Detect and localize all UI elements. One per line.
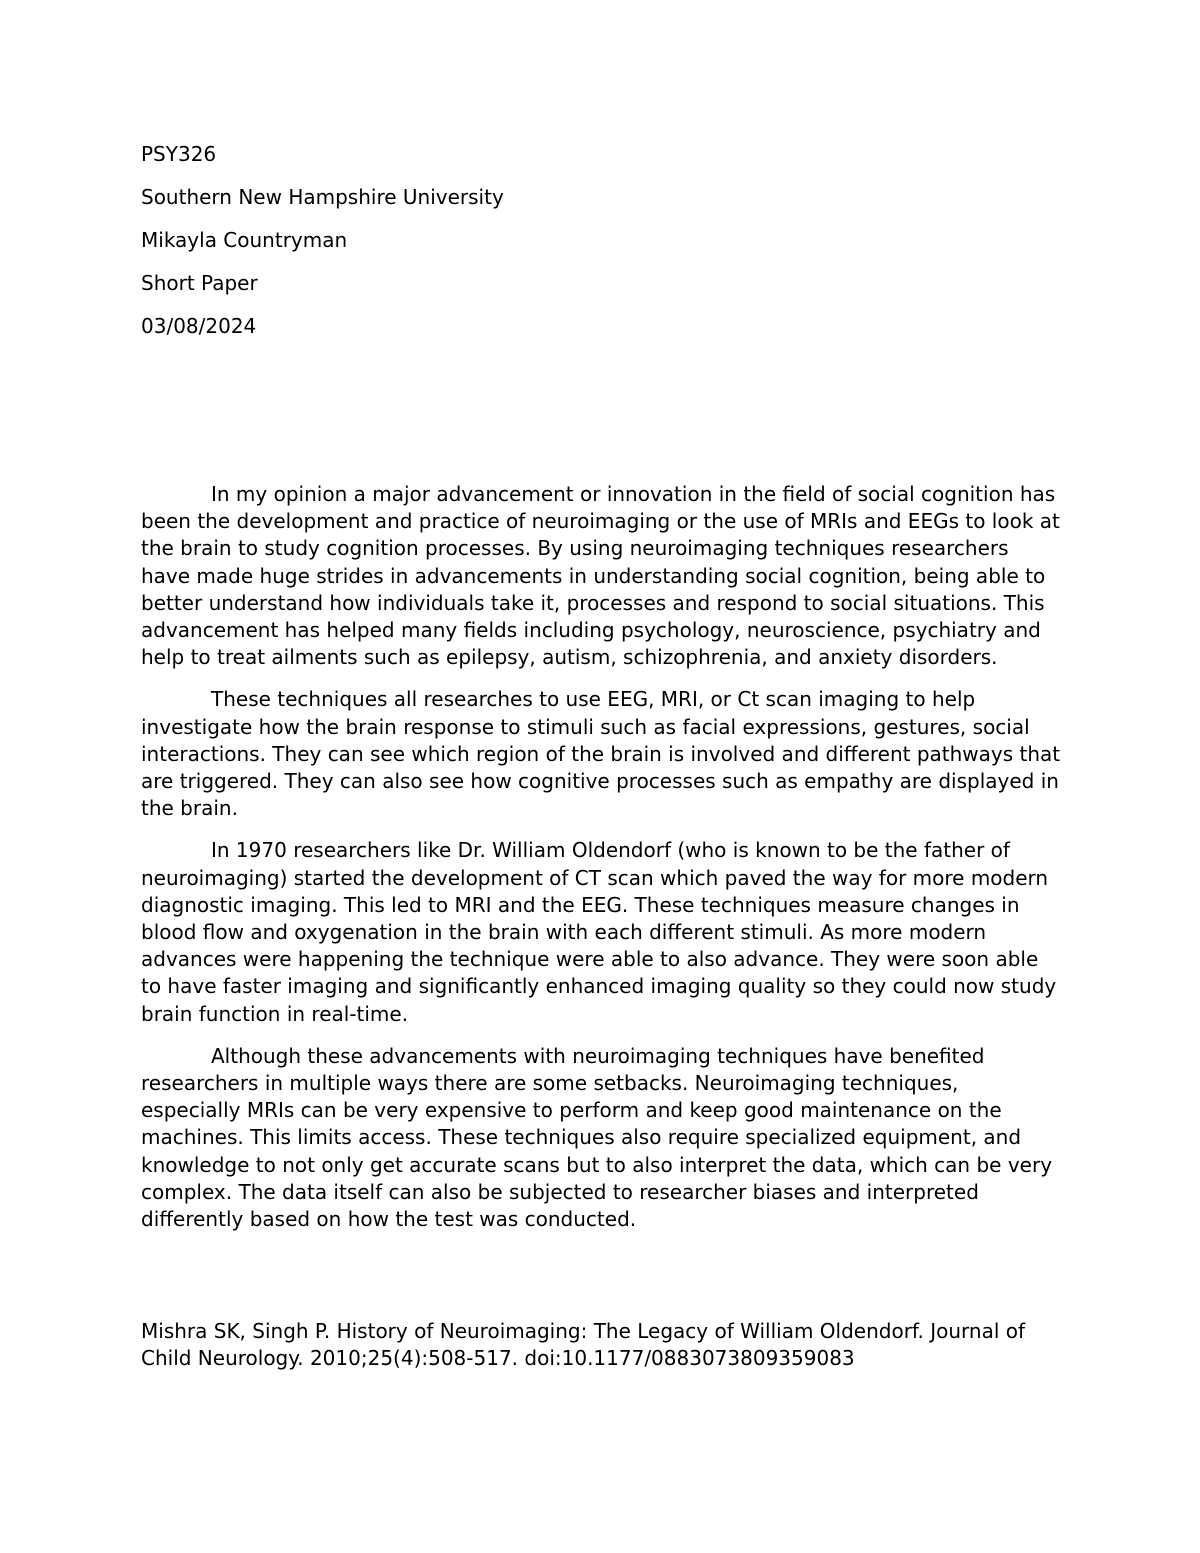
body-paragraph: These techniques all researches to use EEG, MRI, or Ct scan imaging to help investigate how the brain response to stimuli such as facial expressions, gestures, social interactions. They can see which region of the brain is involved and different pathways that are triggered. They can also see how cognitive processes such as empathy are displayed in the brain. <box>141 687 1061 821</box>
paper-body <box>141 481 1061 1248</box>
course-code: PSY326 <box>141 142 217 166</box>
paper-header <box>141 140 1061 355</box>
university-name: Southern New Hampshire University <box>141 185 504 209</box>
body-paragraph: In 1970 researchers like Dr. William Oldendorf (who is known to be the father of neuroimaging) started the development of CT scan which paved the way for more modern diagnostic imaging. This led to MRI and the EEG. These techniques measure changes in blood flow and oxygenation in the brain with each different stimuli. As more modern advances were happening the technique were able to also advance. They were soon able to have faster imaging and significantly enhanced imaging quality so they could now study brain function in real-time. <box>141 838 1057 1026</box>
reference-citation: Mishra SK, Singh P. History of Neuroimaging: The Legacy of William Oldendorf. Journal of Child Neurology. 2010;25(4):508-517. doi:10.1177/0883073809359083 <box>141 1319 1026 1371</box>
paper-date: 03/08/2024 <box>141 314 257 338</box>
body-paragraph: Although these advancements with neuroimaging techniques have benefited researchers in multiple ways there are some setbacks. Neuroimaging techniques, especially MRIs can be very expensive to perform and keep good maintenance on the machines. This limits access. These techniques also require specialized equipment, and knowledge to not only get accurate scans but to also interpret the data, which can be very complex. The data itself can also be subjected to researcher biases and interpreted differently based on how the test was conducted. <box>141 1043 1053 1232</box>
body-paragraph: In my opinion a major advancement or innovation in the field of social cognition has been the development and practice of neuroimaging or the use of MRIs and EEGs to look at the brain to study cognition processes. By using neuroimaging techniques researchers have made huge strides in advancements in understanding social cognition, being able to better understand how individuals take it, processes and respond to social situations. This advancement has helped many fields including psychology, neuroscience, psychiatry and help to treat ailments such as epilepsy, autism, schizophrenia, and anxiety disorders. <box>141 482 1060 670</box>
author-name: Mikayla Countryman <box>141 228 348 252</box>
assignment-title: Short Paper <box>141 271 258 295</box>
